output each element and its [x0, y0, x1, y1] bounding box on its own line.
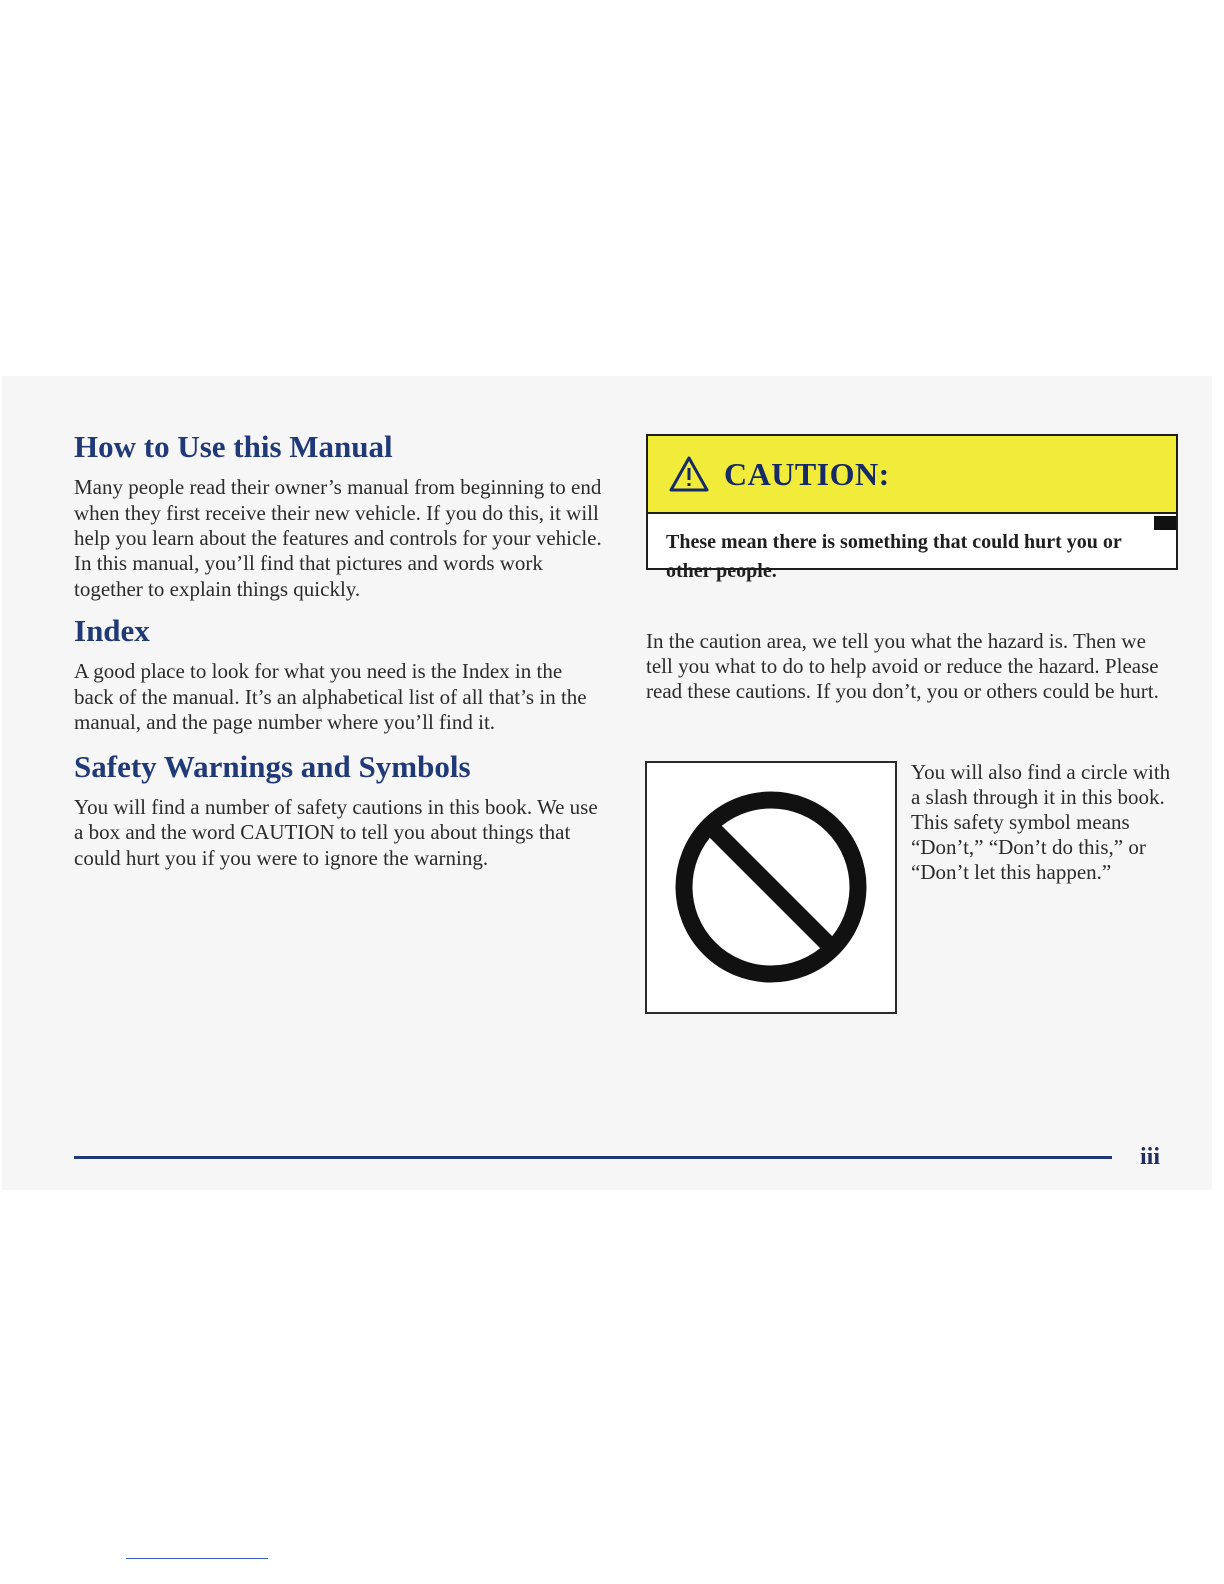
- caution-title: CAUTION:: [724, 455, 890, 492]
- footer-rule: [74, 1156, 1112, 1159]
- caution-body: These mean there is something that could hurt you or other people.: [666, 531, 1122, 582]
- corner-mark: [1154, 516, 1176, 530]
- left-column: [74, 428, 604, 871]
- symbol-box: [645, 761, 897, 1014]
- caution-header: [648, 436, 1176, 514]
- heading-how-to-use: How to Use this Manual: [74, 429, 393, 464]
- heading-index: Index: [74, 613, 150, 649]
- warning-triangle-icon: [668, 455, 710, 493]
- caution-explanation: In the caution area, we tell you what the hazard is. Then we tell you what to do to help avoid or reduce the hazard. Please read these cautions. If you don’t, you or others could be hurt.: [646, 629, 1159, 704]
- how-to-use-body: Many people read their owner’s manual from beginning to end when they first receive their new vehicle. If you do this, it will help you learn about the features and controls for your vehicle. In this manual, you’ll find that pictures and words work together to explain things quickly.: [74, 475, 602, 601]
- heading-safety-warnings: Safety Warnings and Symbols: [74, 748, 471, 784]
- page-number: iii: [1140, 1144, 1161, 1170]
- safety-warnings-body: You will find a number of safety cautions in this book. We use a box and the word CAUTION to tell you about things that could hurt you if you were to ignore the warning.: [74, 794, 598, 870]
- bottom-line: [126, 1558, 268, 1559]
- index-body: A good place to look for what you need is the Index in the back of the manual. It’s an alphabetical list of all that’s in the manual, and the page number where you’ll find it.: [74, 659, 587, 735]
- symbol-description: You will also find a circle with a slash through it in this book. This safety symbol means “Don’t,” “Don’t do this,” or “Don’t let this happen.”: [911, 760, 1171, 884]
- caution-box: [646, 434, 1178, 582]
